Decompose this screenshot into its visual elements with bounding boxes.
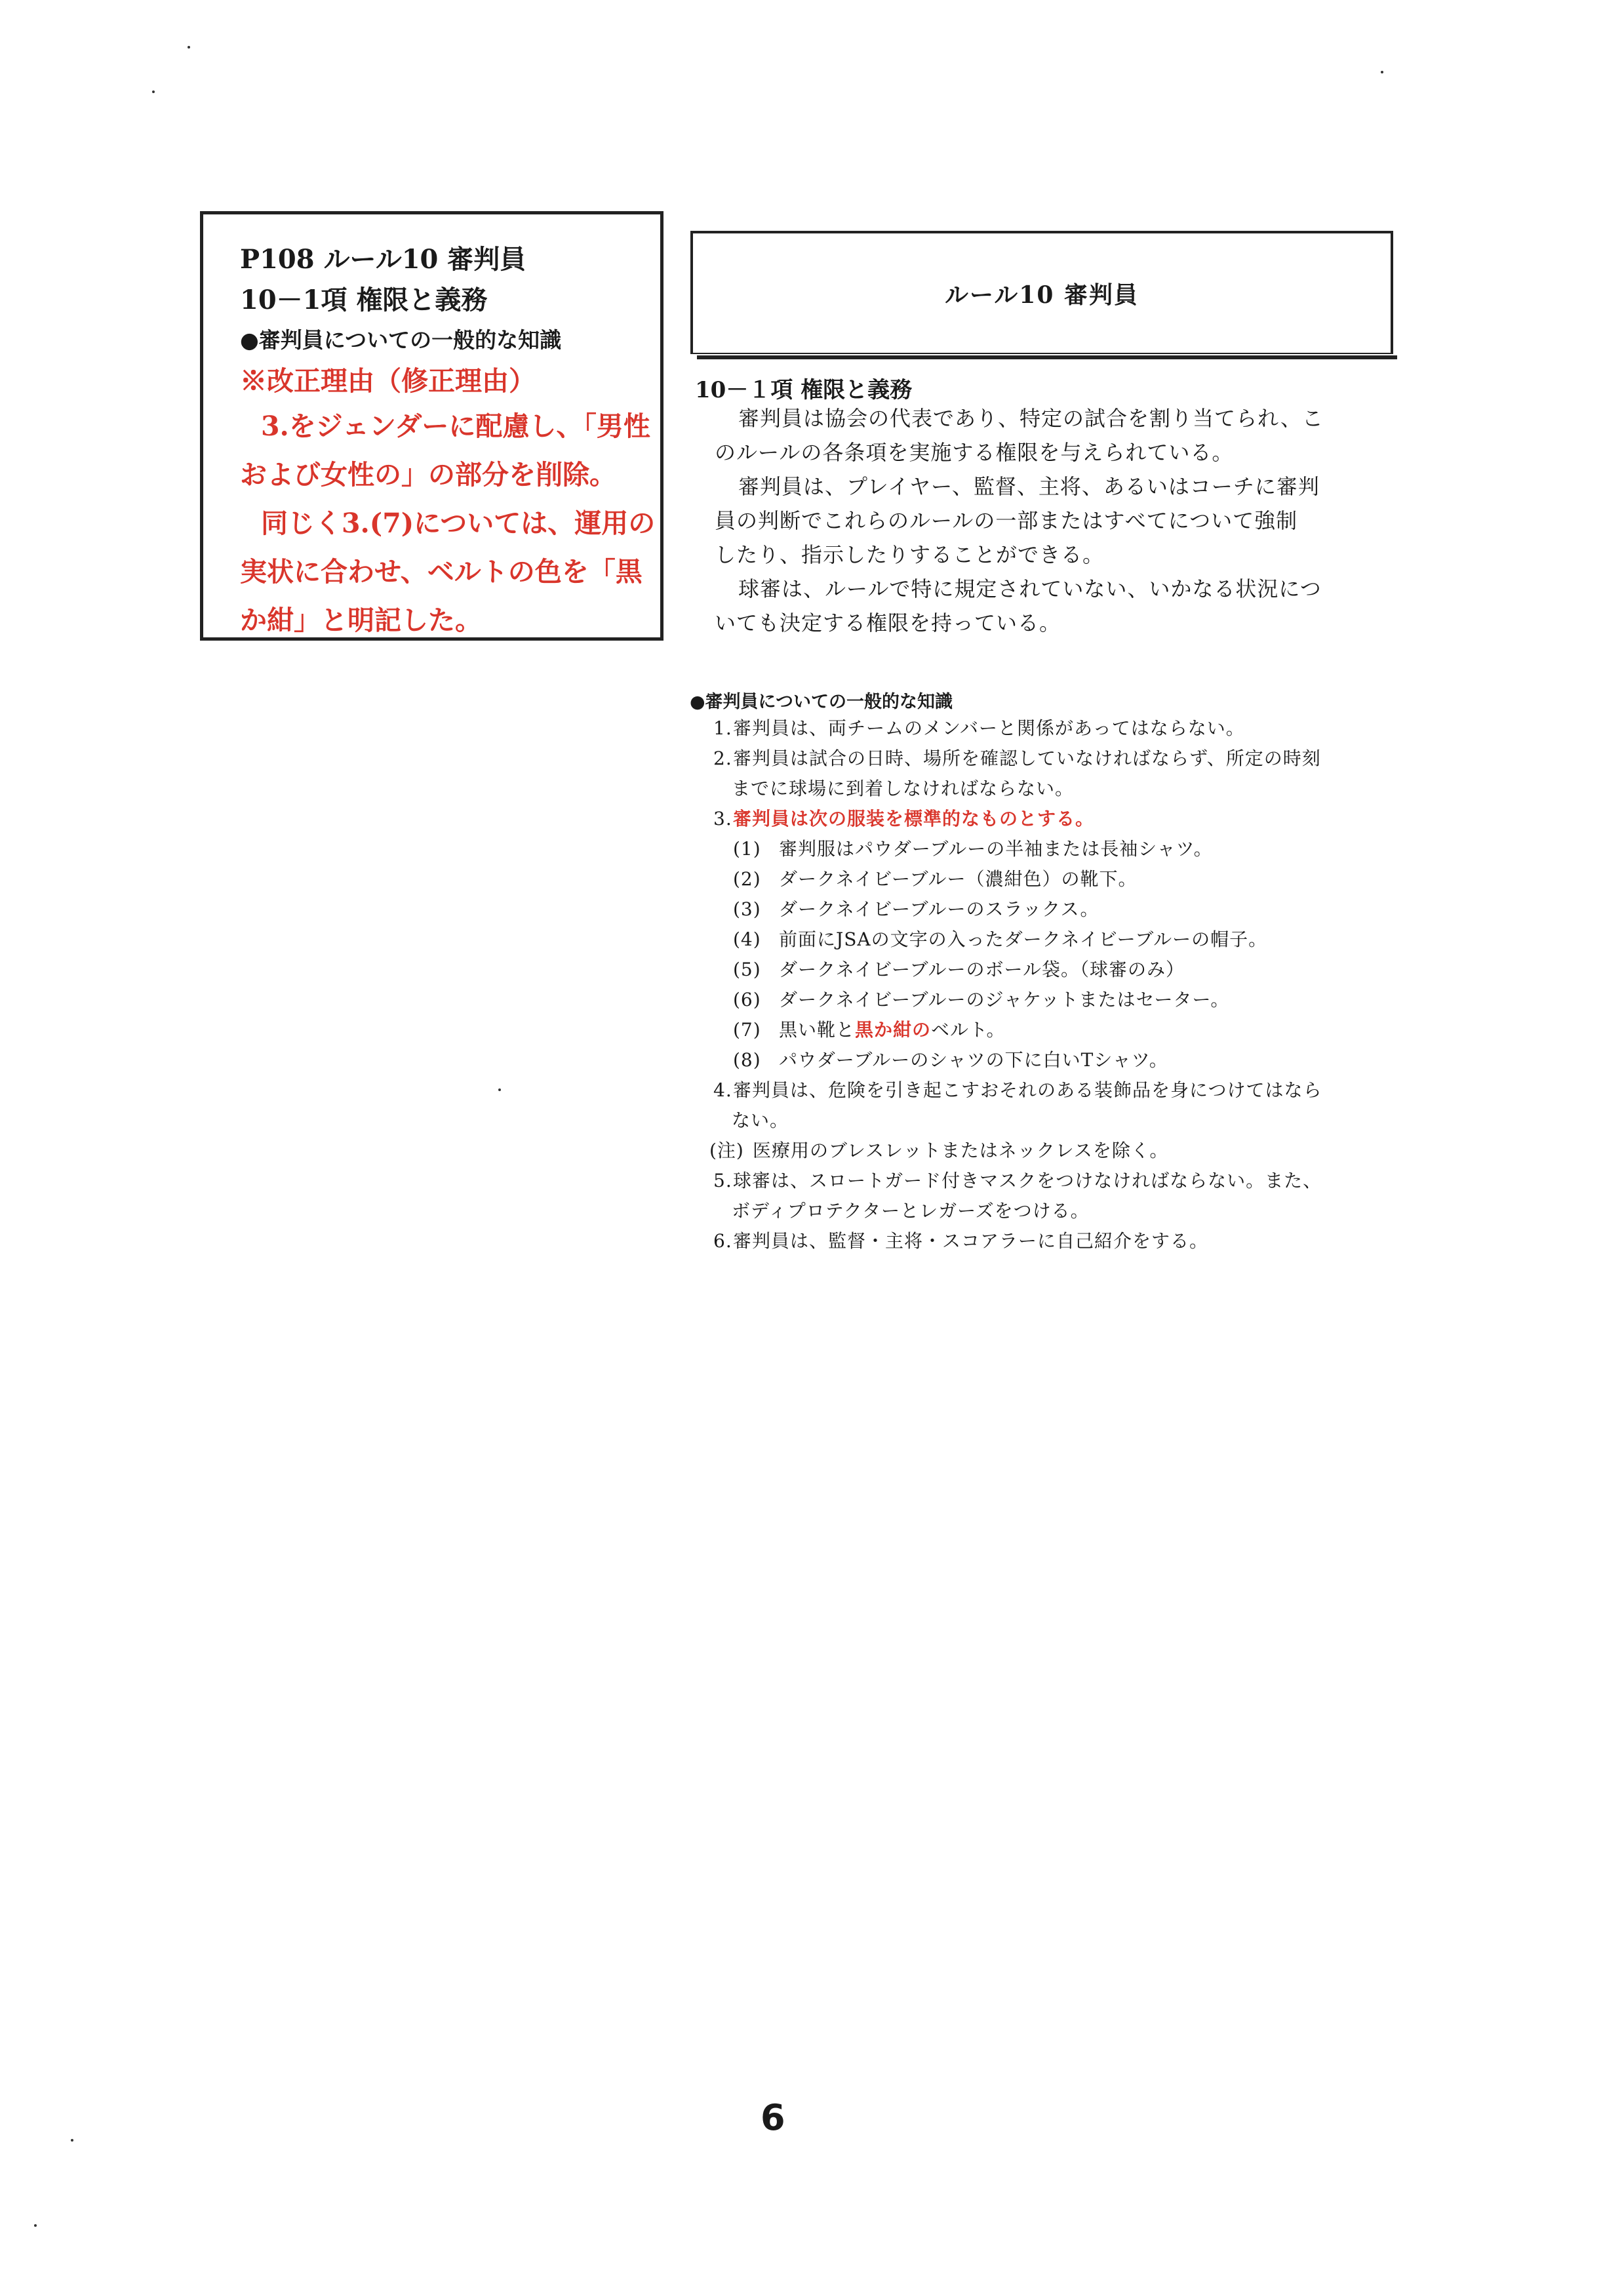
list-item-continuation: ない。	[732, 1109, 789, 1131]
list-item: 2.審判員は試合の日時、場所を確認していなければならず、所定の時刻	[713, 748, 1321, 769]
paragraph-line: のルールの各条項を実施する権限を与えられている。	[715, 440, 1234, 465]
scan-speck	[188, 46, 190, 49]
list-subitem: (8) パウダーブルーのシャツの下に白いTシャツ。	[733, 1049, 1168, 1071]
list-subitem: (6) ダークネイビーブルーのジャケットまたはセーター。	[733, 989, 1230, 1010]
rule-title: ルール10 審判員	[945, 281, 1139, 309]
list-subitem: (1) 審判服はパウダーブルーの半袖または長袖シャツ。	[733, 838, 1213, 860]
paragraph-line: 球審は、ルールで特に規定されていない、いかなる状況につ	[738, 576, 1322, 601]
paragraph-plate-umpire	[715, 572, 1396, 640]
reason-title: ※改正理由（修正理由）	[240, 365, 536, 397]
scan-speck	[71, 2139, 73, 2142]
section-heading: 10－１項 権限と義務	[695, 377, 913, 403]
paragraph-line: 審判員は、プレイヤー、監督、主将、あるいはコーチに審判	[738, 474, 1320, 499]
list-item: 1.審判員は、両チームのメンバーと関係があってはならない。	[713, 717, 1245, 739]
list-item-continuation: ボディプロテクターとレガーズをつける。	[732, 1200, 1090, 1222]
list-subitem: (2) ダークネイビーブルー（濃紺色）の靴下。	[733, 868, 1138, 890]
list-subitem: (4) 前面にJSAの文字の入ったダークネイビーブルーの帽子。	[733, 928, 1268, 950]
paragraph-line: いても決定する権限を持っている。	[715, 610, 1061, 635]
general-knowledge-list	[709, 713, 1395, 1256]
list-subitem: (3) ダークネイビーブルーのスラックス。	[733, 898, 1099, 920]
paragraph-enforcement	[715, 469, 1396, 572]
reason-line: か紺」と明記した。	[240, 605, 482, 636]
list-item: 4.審判員は、危険を引き起こすおそれのある装飾品を身につけてはなら	[713, 1079, 1322, 1101]
list-note: (注) 医療用のブレスレットまたはネックレスを除く。	[709, 1140, 1169, 1161]
list-item-continuation: までに球場に到着しなければならない。	[732, 778, 1075, 799]
note-topic: ●審判員についての一般的な知識	[240, 327, 562, 353]
paragraph-line: 審判員は協会の代表であり、特定の試合を割り当てられ、こ	[738, 406, 1324, 431]
paragraph-line: したり、指示したりすることができる。	[715, 542, 1105, 567]
reason-line: 同じく3.(7)については、運用の	[261, 508, 656, 539]
page-number: 6	[761, 2097, 785, 2138]
revision-note-box	[200, 211, 663, 641]
reason-line: 実状に合わせ、ベルトの色を「黒	[240, 556, 643, 588]
scan-speck	[1381, 71, 1383, 73]
reason-line: 3.をジェンダーに配慮し、「男性	[261, 410, 650, 442]
scan-speck	[498, 1088, 501, 1091]
list-item: 6.審判員は、監督・主将・スコアラーに自己紹介をする。	[713, 1230, 1209, 1252]
rule-title-box	[690, 231, 1393, 354]
paragraph-line: 員の判断でこれらのルールの一部またはすべてについて強制	[715, 508, 1298, 533]
note-page-ref: P108 ルール10 審判員	[240, 244, 526, 275]
note-section-ref: 10－1項 権限と義務	[240, 285, 488, 315]
list-item: 3.審判員は次の服装を標準的なものとする。	[713, 808, 1095, 829]
paragraph-authority	[715, 401, 1396, 469]
scan-speck	[34, 2224, 37, 2227]
list-item: 5.球審は、スロートガード付きマスクをつけなければならない。また、	[713, 1170, 1322, 1191]
general-knowledge-heading: ●審判員についての一般的な知識	[690, 692, 953, 712]
scan-speck	[152, 90, 155, 93]
list-subitem: (5) ダークネイビーブルーのボール袋。（球審のみ）	[733, 959, 1185, 980]
reason-line: および女性の」の部分を削除。	[240, 459, 616, 490]
list-subitem: (7) 黒い靴と黒か紺のベルト。	[733, 1019, 1006, 1041]
